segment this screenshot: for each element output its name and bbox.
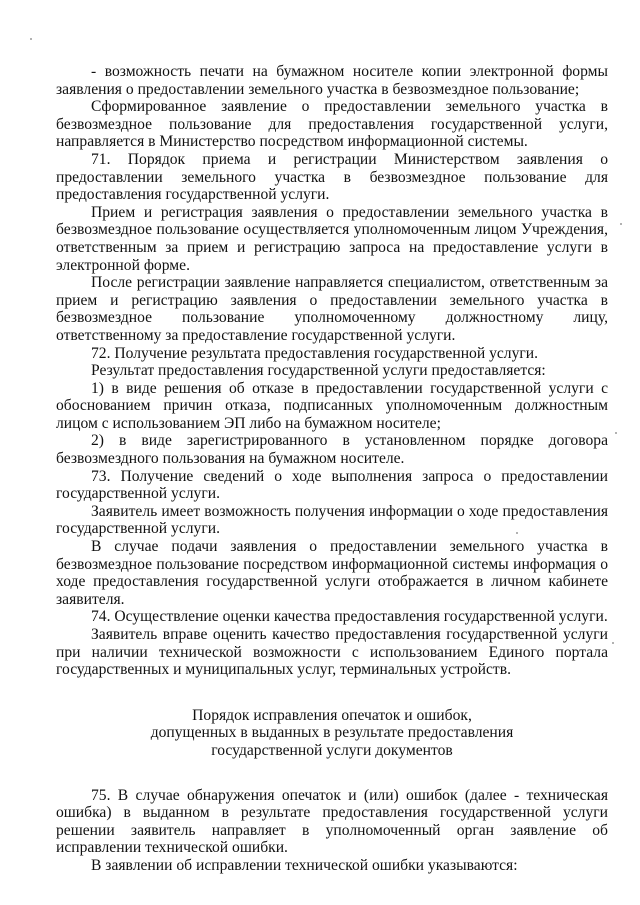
paragraph-result-option-1: 1) в виде решения об отказе в предоставлении государственной услуги с обоснованием причин отказа, подписанных уполномоченным должностным лицом с использованием ЭП либо на бумажном носителе; — [56, 379, 608, 432]
paragraph-after-registration: После регистрации заявление направляется специалистом, ответственным за прием и регистрацию заявления о предоставлении земельного участка в безвозмездное пользование уполномоченному должностному лицу, ответственному за предоставление государственной услуги. — [56, 274, 608, 344]
paragraph-formed-application: Сформированное заявление о предоставлении земельного участка в безвозмездное пользование для предоставления государственной услуги, направляется в Министерство посредством информационной системы. — [56, 98, 608, 151]
section-heading-line: Порядок исправления опечаток и ошибок, — [192, 706, 472, 724]
section-heading-line: государственной услуги документов — [211, 741, 453, 759]
scan-speck — [615, 432, 617, 434]
paragraph-progress-info: Заявитель имеет возможность получения информации о ходе предоставления государственной услуги. — [56, 502, 608, 538]
paragraph-item-74: 74. Осуществление оценки качества предоставления государственной услуги. — [91, 608, 608, 626]
paragraph-result-option-2: 2) в виде зарегистрированного в установленном порядке договора безвозмездного пользования на бумажном носителе. — [56, 432, 608, 468]
paragraph-reception-registration: Прием и регистрация заявления о предоставлении земельного участка в безвозмездное пользование осуществляется уполномоченным лицом Учреждения, ответственным за прием и регистрацию запроса на предоставление услуги в электронной форме. — [56, 203, 608, 274]
section-heading-line: допущенных в выданных в результате предоставления — [150, 724, 514, 742]
paragraph-item-72: 72. Получение результата предоставления государственной услуги. — [91, 344, 539, 362]
paragraph-personal-cabinet: В случае подачи заявления о предоставлении земельного участка в безвозмездное пользование посредством информационной системы информация о ходе предоставления государственной услуги отображается в личном кабинете заявителя. — [56, 538, 608, 608]
scan-speck — [620, 223, 622, 225]
paragraph-item-73: 73. Получение сведений о ходе выполнения запроса о предоставлении государственной услуги. — [56, 467, 608, 503]
paragraph-quality-rating: Заявитель вправе оценить качество предоставления государственной услуги при наличии технической возможности с использованием Единого портала государственных и муниципальных услуг, терминальных устройств. — [56, 626, 608, 679]
paragraph-item-71: 71. Порядок приема и регистрации Министерством заявления о предоставлении земельного участка в безвозмездное пользование для предоставления государственной услуги. — [56, 150, 608, 204]
scan-speck — [30, 38, 32, 40]
section-heading — [56, 707, 608, 760]
paragraph-print-copy: - возможность печати на бумажном носителе копии электронной формы заявления о предоставлении земельного участка в безвозмездное пользование; — [56, 63, 608, 98]
paragraph-correction-contents: В заявлении об исправлении технической ошибки указываются: — [91, 856, 518, 874]
document-body — [56, 63, 608, 875]
paragraph-result-provided: Результат предоставления государственной услуги предоставляется: — [91, 362, 546, 380]
scan-speck — [612, 642, 614, 644]
paragraph-item-75: 75. В случае обнаружения опечаток и (или) ошибок (далее - техническая ошибка) в выданном в результате предоставления государственной услуги решении заявитель направляет в уполномоченный орган заявление об исправлении технической ошибки. — [56, 786, 608, 857]
